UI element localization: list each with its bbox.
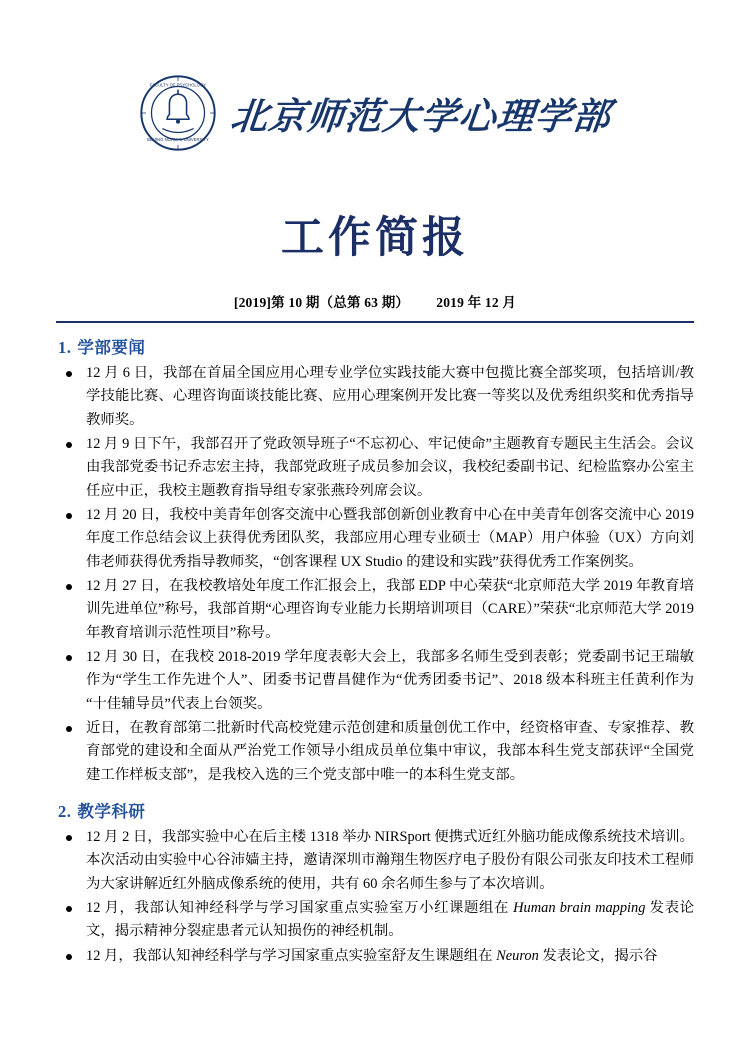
section-number-2: 2. <box>58 801 72 821</box>
section-title-1: 学部要闻 <box>77 338 146 357</box>
list-item: 12 月 2 日，我部实验中心在后主楼 1318 举办 NIRSport 便携式近红外脑功能成像系统技术培训。本次活动由实验中心谷沛嫱主持，邀请深圳市瀚翔生物医疗电子股份有限公司张友印技术工程师为大家讲解近红外脑成像系统的使用，共有 60 余名师生参与了本次培训。 <box>56 826 694 896</box>
section-title-2: 教学科研 <box>77 801 146 821</box>
list-item: 12 月 27 日，在我校教培处年度工作汇报会上，我部 EDP 中心荣获“北京师范大学 2019 年教育培训先进单位”称号，我部首期“心理咨询专业能力长期培训项目（CARE）”荣获“北京师范大学 2019 年教育培训示范性项目”称号。 <box>56 575 694 645</box>
list-item: 12 月，我部认知神经科学与学习国家重点实验室万小红课题组在 Human brain mapping 发表论文，揭示精神分裂症患者元认知损伤的神经机制。 <box>56 897 694 944</box>
issue-line <box>56 291 694 311</box>
section-1-list <box>56 362 694 787</box>
list-item: 12 月 30 日，在我校 2018-2019 学年度表彰大会上，我部多名师生受到表彰；党委副书记王瑞敏作为“学生工作先进个人”、团委书记曹昌健作为“优秀团委书记”、2018 级本科班主任黄利作为“十佳辅导员”代表上台领奖。 <box>56 646 694 716</box>
list-item: 近日，在教育部第二批新时代高校党建示范创建和质量创优工作中，经资格审查、专家推荐、教育部党的建设和全面从严治党工作领导小组成员单位集中审议，我部本科生党支部获评“全国党建工作样板支部”，是我校入选的三个党支部中唯一的本科生党支部。 <box>56 717 694 787</box>
section-2-list <box>56 826 694 968</box>
school-name: 北京师范大学心理学部 <box>228 97 613 138</box>
seal-top-text: FACULTY OF PSYCHOLOGY <box>149 82 207 88</box>
seal-bottom-text: BEIJING NORMAL UNIVERSITY <box>147 137 209 143</box>
section-heading-1 <box>58 334 694 358</box>
issue-date: 2019 年 12 月 <box>436 295 517 310</box>
list-item: 12 月 6 日，我部在首届全国应用心理专业学位实践技能大赛中包揽比赛全部奖项，包括培训/教学技能比赛、心理咨询面谈技能比赛、应用心理案例开发比赛一等奖以及优秀组织奖和优秀指导教师奖。 <box>56 362 694 432</box>
section-heading-2 <box>58 798 694 822</box>
issue-number: [2019]第 10 期（总第 63 期） <box>233 295 410 310</box>
page-title: 工作简报 <box>281 215 469 262</box>
list-item: 12 月 9 日下午，我部召开了党政领导班子“不忘初心、牢记使命”主题教育专题民主生活会。会议由我部党委书记乔志宏主持，我部党政班子成员参加会议，我校纪委副书记、纪检监察办公室主任应中正，我校主题教育指导组专家张燕玲列席会议。 <box>56 433 694 503</box>
header-divider <box>56 321 694 323</box>
section-number-1: 1. <box>58 338 72 357</box>
list-item: 12 月 20 日，我校中美青年创客交流中心暨我部创新创业教育中心在中美青年创客交流中心 2019 年度工作总结会议上获得优秀团队奖，我部应用心理专业硕士（MAP）用户体验（UX）方向刘伟老师获得优秀指导教师奖，“创客课程 UX Studio 的建设和实践”获得优秀工作案例奖。 <box>56 504 694 574</box>
university-seal-icon <box>139 74 217 152</box>
list-item: 12 月，我部认知神经科学与学习国家重点实验室舒友生课题组在 Neuron 发表论文，揭示谷 <box>56 945 694 968</box>
masthead <box>56 0 694 152</box>
